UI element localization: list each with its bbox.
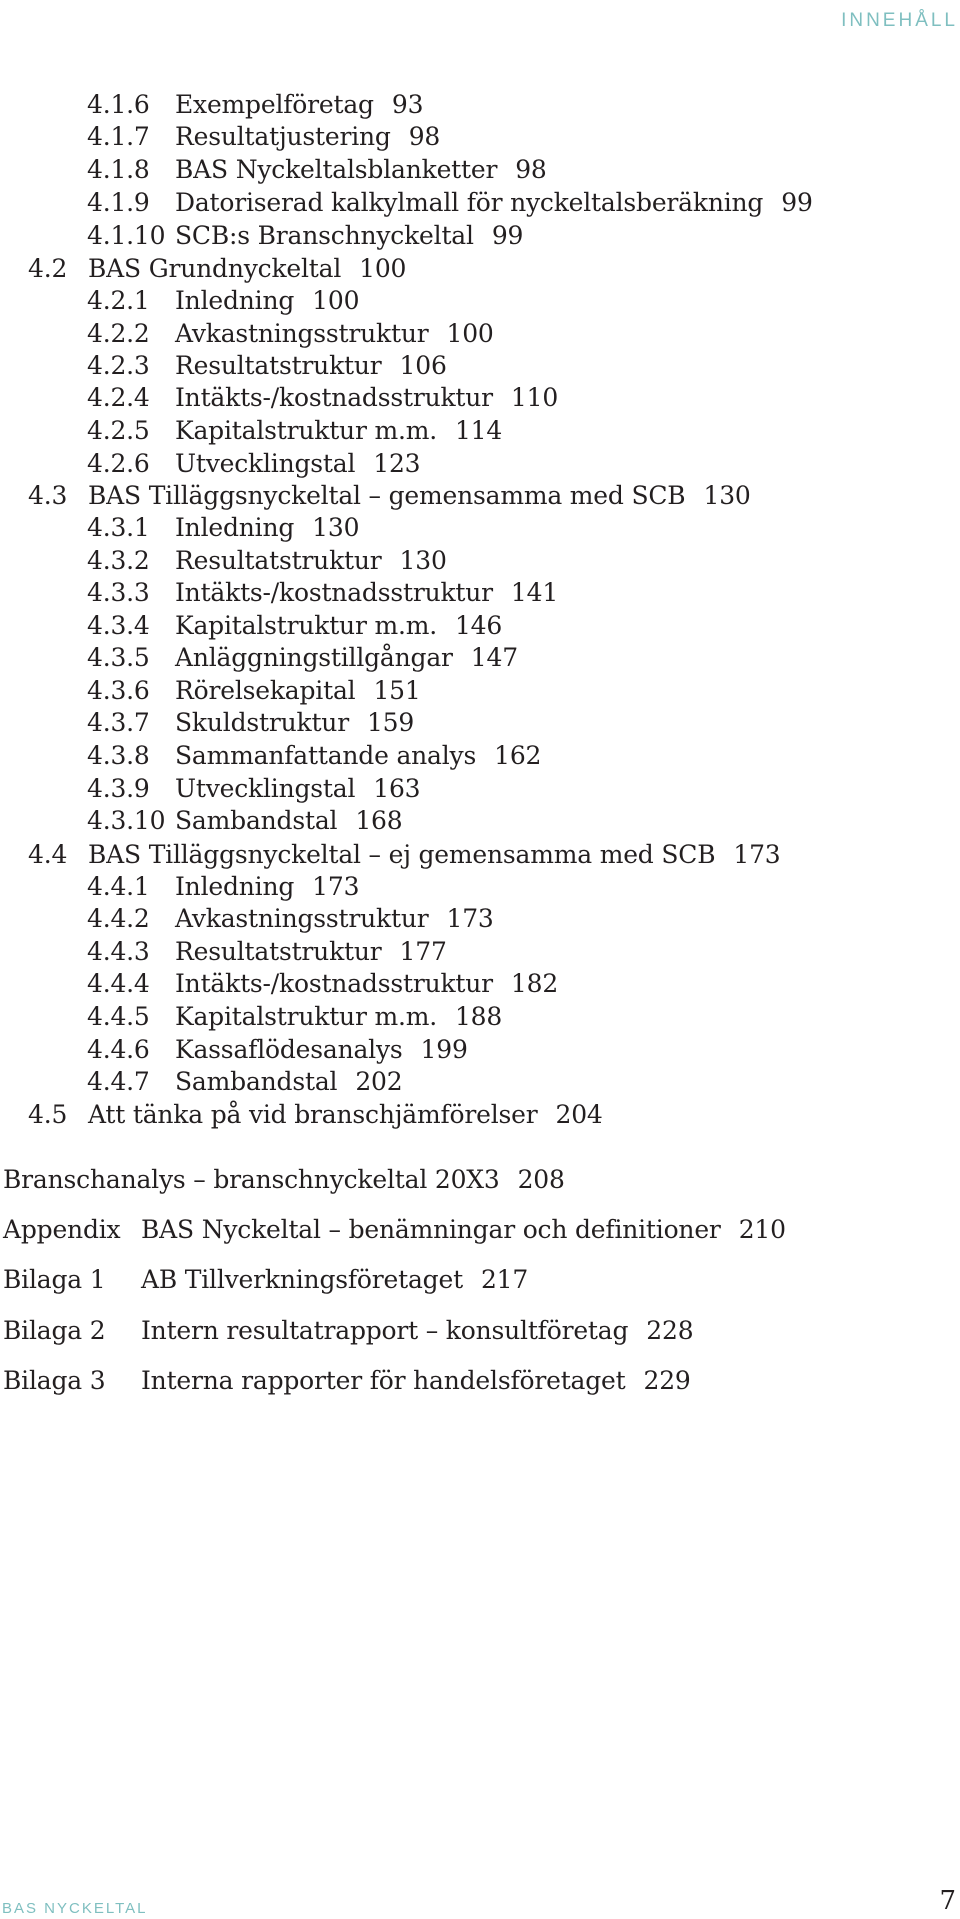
- toc-entry-body: [175, 643, 518, 673]
- toc-entry-page: 177: [399, 937, 447, 966]
- toc-entry-page: 130: [399, 546, 447, 575]
- toc-entry-page: 208: [517, 1165, 565, 1194]
- toc-entry-title: Kapitalstruktur m.m.: [175, 611, 437, 640]
- toc-entry-title: Kapitalstruktur m.m.: [175, 1002, 437, 1031]
- toc-entry-title: Branschanalys – branschnyckeltal 20X3: [3, 1165, 500, 1194]
- toc-entry-title: Intern resultatrapport – konsultföretag: [141, 1316, 629, 1345]
- toc-entry-title: BAS Nyckeltalsblanketter: [175, 155, 498, 184]
- publication-name: BAS NYCKELTAL: [2, 1900, 148, 1917]
- toc-entry-page: 162: [494, 741, 542, 770]
- toc-entry-title: Sambandstal: [175, 1067, 338, 1096]
- toc-entry-page: 204: [555, 1100, 603, 1129]
- toc-entry-number: 4.4.4: [87, 969, 150, 998]
- toc-entry-body: [175, 1035, 468, 1065]
- toc-entry-page: 100: [312, 286, 360, 315]
- toc-entry-title: Sambandstal: [175, 806, 338, 835]
- toc-entry-number: 4.4.6: [87, 1035, 150, 1064]
- toc-entry-title: Inledning: [175, 286, 295, 315]
- toc-entry-body: [88, 1100, 603, 1130]
- toc-entry-title: BAS Nyckeltal – benämningar och definitioner: [141, 1215, 721, 1244]
- toc-entry-body: [175, 546, 447, 576]
- toc-entry-page: 110: [510, 383, 559, 412]
- toc-entry-number: 4.3.9: [87, 774, 150, 803]
- toc-entry-number: 4.3.10: [87, 806, 166, 835]
- toc-entry-body: [141, 1215, 786, 1245]
- toc-entry-body: [175, 90, 423, 120]
- toc-entry-title: Sammanfattande analys: [175, 741, 477, 770]
- toc-entry-title: Utvecklingstal: [175, 449, 356, 478]
- toc-entry-title: Intäkts-/kostnadsstruktur: [175, 969, 493, 998]
- toc-entry-title: Inledning: [175, 872, 295, 901]
- toc-entry-body: [175, 449, 420, 479]
- toc-entry-number: Appendix: [3, 1215, 121, 1244]
- toc-entry-body: [175, 904, 494, 934]
- toc-entry-body: [141, 1316, 693, 1346]
- toc-entry-body: [175, 611, 502, 641]
- toc-entry-body: [88, 481, 751, 511]
- toc-entry-body: [3, 1165, 565, 1195]
- toc-entry-title: Exempelföretag: [175, 90, 374, 119]
- toc-entry-number: 4.1.9: [87, 188, 150, 217]
- toc-entry-title: Resultatstruktur: [175, 351, 382, 380]
- toc-entry-body: [175, 1002, 502, 1032]
- toc-entry-page: 217: [480, 1265, 529, 1294]
- toc-entry-page: 188: [454, 1002, 503, 1031]
- toc-entry-body: [175, 806, 402, 836]
- toc-entry-body: [175, 872, 359, 902]
- toc-entry-page: 182: [510, 969, 559, 998]
- toc-entry-title: Rörelsekapital: [175, 676, 356, 705]
- toc-entry-number: Bilaga 3: [3, 1366, 106, 1395]
- toc-entry-page: 100: [359, 254, 407, 283]
- toc-entry-title: Inledning: [175, 513, 295, 542]
- toc-entry-title: Datoriserad kalkylmall för nyckeltalsberäkning: [175, 188, 764, 217]
- toc-entry-title: BAS Tilläggsnyckeltal – gemensamma med SCB: [88, 481, 686, 510]
- toc-entry-number: 4.1.6: [87, 90, 150, 119]
- toc-entry-number: 4.1.7: [87, 122, 150, 151]
- toc-entry-body: [141, 1366, 691, 1396]
- toc-entry-number: 4.4.5: [87, 1002, 150, 1031]
- toc-entry-body: [175, 774, 420, 804]
- toc-entry-body: [175, 969, 558, 999]
- toc-entry-number: Bilaga 2: [3, 1316, 106, 1345]
- toc-entry-title: Intäkts-/kostnadsstruktur: [175, 578, 493, 607]
- toc-entry-title: Resultatstruktur: [175, 546, 382, 575]
- toc-entry-number: 4.3.4: [87, 611, 150, 640]
- toc-entry-title: Anläggningstillgångar: [175, 643, 453, 672]
- toc-entry-number: 4.2.4: [87, 383, 150, 412]
- toc-entry-body: [175, 708, 414, 738]
- toc-entry-page: 99: [491, 221, 524, 250]
- toc-entry-page: 130: [312, 513, 360, 542]
- toc-entry-number: 4.2: [28, 254, 68, 283]
- toc-entry-body: [175, 741, 541, 771]
- toc-entry-page: 106: [399, 351, 447, 380]
- toc-entry-title: Avkastningsstruktur: [175, 904, 429, 933]
- toc-entry-number: 4.4: [28, 840, 68, 869]
- toc-entry-body: [88, 840, 781, 870]
- toc-entry-number: 4.4.2: [87, 904, 150, 933]
- toc-entry-body: [175, 122, 440, 152]
- toc-entry-page: 173: [446, 904, 494, 933]
- toc-entry-body: [175, 319, 494, 349]
- toc-entry-page: 163: [373, 774, 421, 803]
- toc-entry-number: 4.1.10: [87, 221, 166, 250]
- toc-entry-page: 228: [646, 1316, 694, 1345]
- toc-entry-title: Kapitalstruktur m.m.: [175, 416, 437, 445]
- toc-entry-number: 4.3.5: [87, 643, 150, 672]
- toc-entry-body: [175, 578, 558, 608]
- toc-entry-number: 4.3.1: [87, 513, 150, 542]
- toc-entry-body: [175, 286, 359, 316]
- toc-entry-number: 4.1.8: [87, 155, 150, 184]
- toc-entry-number: Bilaga 1: [3, 1265, 106, 1294]
- toc-entry-title: Resultatstruktur: [175, 937, 382, 966]
- toc-entry-page: 93: [391, 90, 424, 119]
- toc-entry-body: [175, 221, 523, 251]
- toc-entry-title: BAS Grundnyckeltal: [88, 254, 342, 283]
- toc-entry-title: SCB:s Branschnyckeltal: [175, 221, 474, 250]
- toc-entry-page: 141: [510, 578, 559, 607]
- toc-entry-page: 173: [733, 840, 781, 869]
- toc-entry-body: [175, 416, 502, 446]
- toc-entry-title: Att tänka på vid branschjämförelser: [88, 1100, 538, 1129]
- toc-entry-number: 4.2.6: [87, 449, 150, 478]
- toc-entry-title: AB Tillverkningsföretaget: [141, 1265, 463, 1294]
- toc-entry-number: 4.4.7: [87, 1067, 150, 1096]
- toc-entry-number: 4.2.3: [87, 351, 150, 380]
- toc-entry-page: 151: [373, 676, 421, 705]
- toc-entry-title: BAS Tilläggsnyckeltal – ej gemensamma med SCB: [88, 840, 716, 869]
- toc-entry-page: 98: [515, 155, 547, 184]
- toc-entry-page: 173: [312, 872, 360, 901]
- toc-entry-body: [88, 254, 406, 284]
- toc-entry-title: Avkastningsstruktur: [175, 319, 429, 348]
- toc-entry-number: 4.2.1: [87, 286, 150, 315]
- toc-entry-page: 168: [355, 806, 403, 835]
- toc-entry-title: Kassaflödesanalys: [175, 1035, 403, 1064]
- toc-entry-page: 199: [420, 1035, 468, 1064]
- toc-entry-body: [175, 1067, 402, 1097]
- toc-entry-number: 4.3.8: [87, 741, 150, 770]
- page-number: 7: [939, 1886, 956, 1916]
- toc-entry-body: [141, 1265, 528, 1295]
- toc-entry-number: 4.3.6: [87, 676, 150, 705]
- toc-entry-number: 4.4.1: [87, 872, 150, 901]
- toc-entry-body: [175, 383, 558, 413]
- toc-entry-number: 4.5: [28, 1100, 68, 1129]
- toc-entry-title: Skuldstruktur: [175, 708, 349, 737]
- toc-entry-page: 147: [470, 643, 518, 672]
- toc-entry-page: 123: [373, 449, 421, 478]
- toc-entry-number: 4.3.3: [87, 578, 150, 607]
- toc-entry-page: 114: [454, 416, 503, 445]
- toc-entry-page: 130: [703, 481, 751, 510]
- toc-entry-body: [175, 188, 813, 218]
- toc-entry-body: [175, 155, 547, 185]
- toc-entry-number: 4.4.3: [87, 937, 150, 966]
- toc-entry-body: [175, 351, 447, 381]
- toc-entry-page: 99: [781, 188, 813, 217]
- toc-entry-page: 146: [454, 611, 503, 640]
- running-head: INNEHÅLL: [841, 10, 958, 31]
- toc-entry-body: [175, 513, 359, 543]
- toc-entry-body: [175, 937, 447, 967]
- toc-entry-number: 4.2.5: [87, 416, 150, 445]
- toc-entry-page: 229: [643, 1366, 691, 1395]
- toc-entry-number: 4.2.2: [87, 319, 150, 348]
- toc-entry-title: Utvecklingstal: [175, 774, 356, 803]
- toc-entry-page: 202: [355, 1067, 403, 1096]
- toc-entry-number: 4.3.2: [87, 546, 150, 575]
- toc-entry-page: 210: [738, 1215, 786, 1244]
- toc-entry-number: 4.3.7: [87, 708, 150, 737]
- toc-entry-page: 100: [446, 319, 494, 348]
- toc-entry-body: [175, 676, 421, 706]
- toc-entry-number: 4.3: [28, 481, 68, 510]
- toc-entry-title: Intäkts-/kostnadsstruktur: [175, 383, 493, 412]
- toc-entry-title: Resultatjustering: [175, 122, 391, 151]
- toc-entry-page: 98: [408, 122, 441, 151]
- toc-entry-title: Interna rapporter för handelsföretaget: [141, 1366, 626, 1395]
- toc-entry-page: 159: [366, 708, 415, 737]
